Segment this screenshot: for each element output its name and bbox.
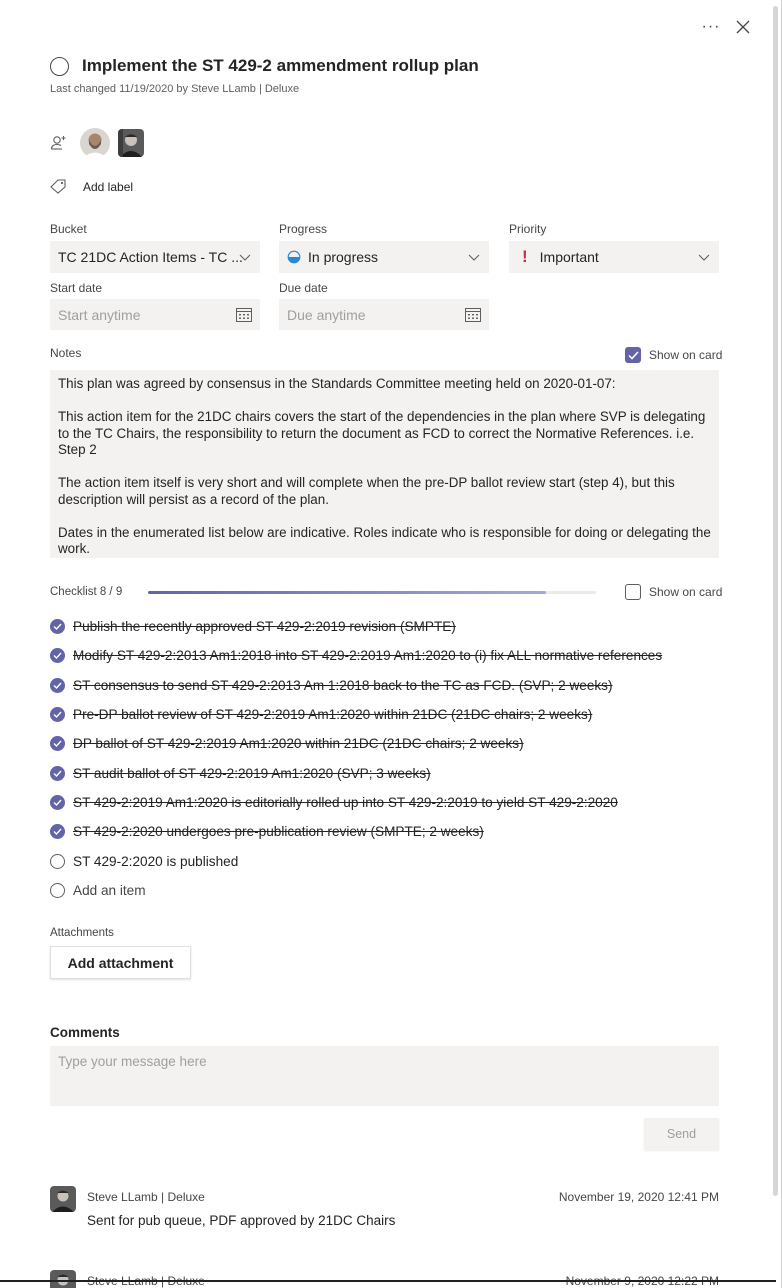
send-button[interactable]: Send — [644, 1118, 719, 1150]
checklist — [50, 612, 730, 905]
panel-bottom-border — [0, 1280, 776, 1282]
bucket-value: TC 21DC Action Items - TC ... — [58, 249, 243, 265]
checklist-item-check[interactable] — [50, 795, 65, 810]
checklist-item[interactable]: ST 429-2:2020 undergoes pre-publication review (SMPTE; 2 weeks) — [50, 817, 730, 846]
comment-time: November 19, 2020 12:41 PM — [558, 1190, 719, 1204]
more-options-button[interactable]: ··· — [701, 18, 721, 35]
notes-paragraph: This action item for the 21DC chairs covers the start of the dependencies in the plan where SVP is delegating to the TC Chairs, the responsibility to return the document as FCD to correct the Normative References. i.e. Step 2 — [58, 409, 710, 457]
comment — [50, 1270, 719, 1288]
checklist-progress-bar — [148, 591, 596, 594]
notes-label: Notes — [50, 346, 82, 360]
chevron-down-icon — [697, 250, 711, 264]
due-date-label: Due date — [279, 281, 328, 295]
in-progress-icon — [287, 250, 301, 264]
checklist-item-check[interactable] — [50, 648, 65, 663]
attachments-label: Attachments — [50, 927, 114, 939]
close-button[interactable] — [732, 16, 754, 38]
add-attachment-button[interactable]: Add attachment — [50, 946, 191, 979]
checkmark-icon — [53, 711, 62, 718]
start-date-label: Start date — [50, 281, 103, 295]
add-item-circle-icon — [50, 883, 65, 898]
progress-dropdown[interactable] — [279, 241, 489, 273]
add-checklist-item[interactable]: Add an item — [50, 876, 730, 905]
notes-textarea[interactable] — [50, 370, 719, 558]
checklist-item-check[interactable] — [50, 824, 65, 839]
checklist-show-on-card-checkbox[interactable] — [625, 584, 641, 600]
checklist-item[interactable]: Publish the recently approved ST 429-2:2019 revision (SMPTE) — [50, 612, 730, 641]
due-date-placeholder: Due anytime — [287, 306, 366, 323]
checkmark-icon — [53, 652, 62, 659]
checklist-item-check[interactable] — [50, 619, 65, 634]
start-date-field[interactable] — [50, 299, 260, 330]
priority-value: Important — [539, 249, 599, 265]
task-title[interactable]: Implement the ST 429-2 ammendment rollup plan — [82, 56, 479, 75]
checklist-item[interactable]: Modify ST 429-2:2013 Am1:2018 into ST 429-2:2019 Am1:2020 to (i) fix ALL normative references — [50, 641, 730, 670]
notes-paragraph: This plan was agreed by consensus in the Standards Committee meeting held on 2020-01-07: — [58, 376, 616, 391]
comment-author: Steve LLamb | Deluxe — [87, 1190, 205, 1204]
checklist-item[interactable]: ST 429-2:2019 Am1:2020 is editorially rolled up into ST 429-2:2019 to yield ST 429-2:2020 — [50, 788, 730, 817]
checklist-item-check[interactable] — [50, 736, 65, 751]
task-complete-toggle[interactable] — [50, 57, 69, 76]
avatar — [50, 1186, 76, 1212]
checklist-label: Checklist 8 / 9 — [50, 586, 123, 598]
checkmark-icon — [53, 770, 62, 777]
notes-paragraph: Dates in the enumerated list below are indicative. Roles indicate who is responsible for doing or delegating the work. — [58, 524, 715, 556]
priority-dropdown[interactable] — [509, 241, 719, 273]
checklist-item[interactable]: DP ballot of ST 429-2:2019 Am1:2020 within 21DC (21DC chairs; 2 weeks) — [50, 729, 730, 758]
notes-show-on-card[interactable]: Show on card — [625, 347, 722, 363]
due-date-field[interactable] — [279, 299, 489, 330]
bucket-dropdown[interactable] — [50, 241, 260, 273]
title-row — [50, 56, 479, 76]
assignees-row — [50, 128, 144, 158]
notes-paragraph: The action item itself is very short and will complete when the pre-DP ballot review start (step 4), but this description will persist as a record of the plan. — [58, 475, 679, 507]
avatar[interactable] — [80, 128, 110, 158]
bucket-label: Bucket — [50, 222, 87, 236]
last-changed: Last changed 11/19/2020 by Steve LLamb | Deluxe — [50, 83, 300, 95]
assign-person-icon[interactable] — [50, 134, 68, 152]
scrollbar[interactable] — [773, 6, 778, 1196]
checklist-item[interactable]: ST consensus to send ST 429-2:2013 Am 1:2018 back to the TC as FCD. (SVP; 2 weeks) — [50, 671, 730, 700]
comment-input[interactable] — [50, 1046, 719, 1106]
chevron-down-icon — [238, 250, 252, 264]
checklist-progress-fill — [148, 591, 546, 594]
notes-show-on-card-checkbox[interactable] — [625, 347, 641, 363]
checklist-item[interactable]: ST audit ballot of ST 429-2:2019 Am1:2020 (SVP; 3 weeks) — [50, 758, 730, 787]
chevron-down-icon — [467, 250, 481, 264]
progress-label: Progress — [279, 222, 328, 236]
calendar-icon[interactable] — [465, 307, 481, 322]
checkmark-icon — [53, 740, 62, 747]
checkmark-icon — [53, 623, 62, 630]
important-icon: ! — [522, 247, 528, 266]
comment — [50, 1186, 719, 1236]
avatar[interactable] — [118, 129, 144, 157]
comments-label: Comments — [50, 1025, 120, 1040]
checkmark-icon — [53, 799, 62, 806]
checkmark-icon — [53, 828, 62, 835]
close-icon — [736, 20, 750, 34]
checklist-item-check[interactable] — [50, 854, 65, 869]
checklist-item[interactable]: ST 429-2:2020 is published — [50, 846, 730, 875]
progress-value: In progress — [308, 249, 379, 265]
checklist-item-check[interactable] — [50, 707, 65, 722]
calendar-icon[interactable] — [236, 307, 252, 322]
priority-label: Priority — [509, 222, 547, 236]
checklist-show-on-card[interactable]: Show on card — [625, 584, 722, 600]
checkmark-icon — [53, 682, 62, 689]
checklist-item[interactable]: Pre-DP ballot review of ST 429-2:2019 Am1:2020 within 21DC (21DC chairs; 2 weeks) — [50, 700, 730, 729]
avatar — [50, 1270, 76, 1288]
tag-icon — [50, 179, 67, 194]
comment-body: Sent for pub queue, PDF approved by 21DC Chairs — [87, 1213, 396, 1228]
add-label-button[interactable]: Add label — [50, 179, 133, 194]
checklist-item-check[interactable] — [50, 678, 65, 693]
start-date-placeholder: Start anytime — [58, 306, 141, 323]
checklist-item-check[interactable] — [50, 766, 65, 781]
checkmark-icon — [628, 351, 639, 360]
